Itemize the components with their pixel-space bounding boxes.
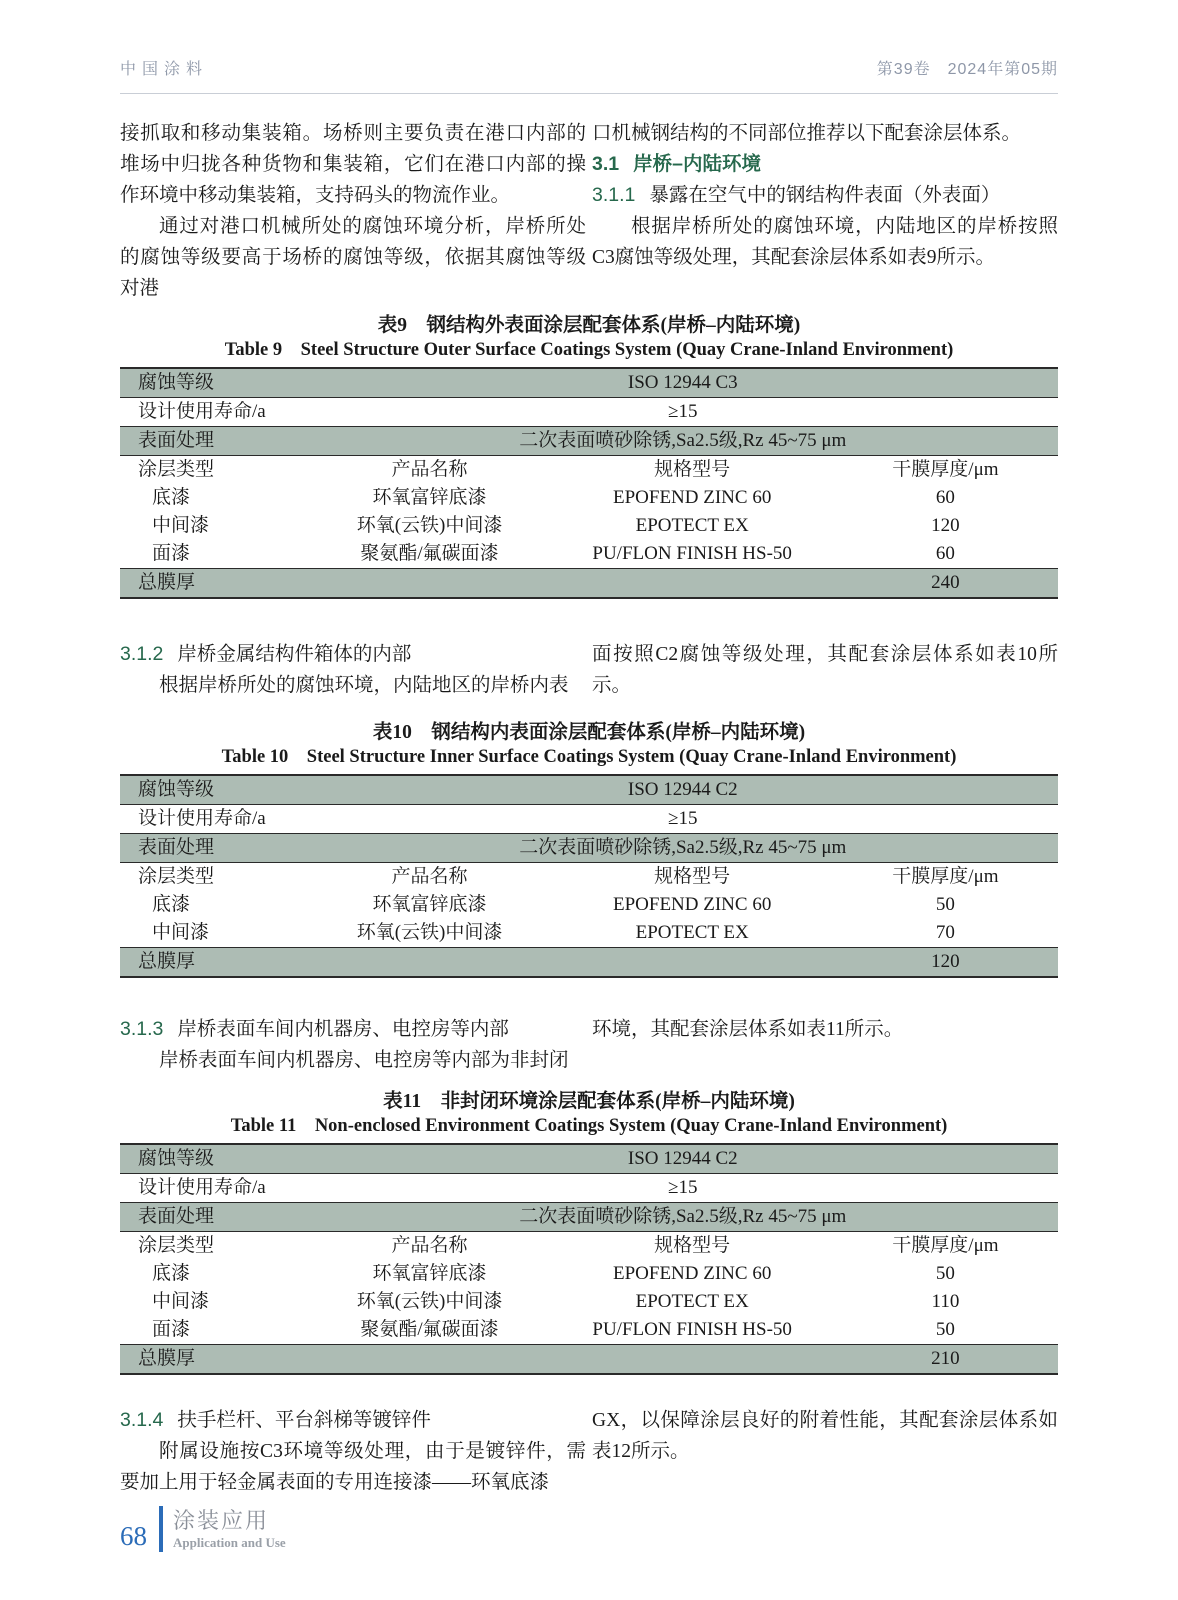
table-kv-row	[120, 1174, 1058, 1203]
intro-left-column	[120, 118, 586, 304]
coatings-table-10	[120, 774, 1058, 978]
section-heading-3-1-3	[120, 1014, 586, 1045]
section-left-column	[120, 639, 586, 701]
table-cell: EPOTECT EX	[635, 922, 749, 943]
table-cell: 二次表面喷砂除锈,Sa2.5级,Rz 45~75 μm	[308, 1203, 1058, 1232]
paragraph: 岸桥表面车间内机器房、电控房等内部为非封闭	[159, 1050, 569, 1071]
table-cell: 环氧富锌底漆	[372, 1263, 487, 1284]
coatings-table-9	[120, 367, 1058, 599]
section-left-column	[120, 1405, 586, 1498]
table-kv-row	[120, 1203, 1058, 1232]
section-right-column	[592, 1405, 1058, 1498]
table-cell: 60	[935, 487, 955, 508]
section-number: 3.1.3	[120, 1018, 164, 1040]
table-cell: 二次表面喷砂除锈,Sa2.5级,Rz 45~75 μm	[308, 427, 1058, 456]
table9-caption-en: Table 9 Steel Structure Outer Surface Coatings System (Quay Crane-Inland Environment)	[224, 340, 954, 360]
footer-column-labels	[173, 1508, 286, 1551]
table-cell: 规格型号	[654, 866, 731, 887]
footer-column-en: Application and Use	[173, 1534, 286, 1550]
table-kv-row	[120, 775, 1058, 805]
table-cell: 中间漆	[152, 1291, 210, 1312]
table-cell: 规格型号	[654, 1235, 731, 1256]
table-cell: EPOFEND ZINC 60	[612, 1263, 772, 1284]
table-kv-row	[120, 834, 1058, 863]
section-number: 3.1.4	[120, 1409, 164, 1431]
table-cell: 环氧富锌底漆	[372, 894, 487, 915]
paragraph: 通过对港口机械所处的腐蚀环境分析，岸桥所处的腐蚀等级要高于场桥的腐蚀等级，依据其腐蚀等级对港	[120, 216, 586, 299]
section-3-1-4-columns	[120, 1405, 1058, 1498]
table-cell: 产品名称	[391, 866, 468, 887]
table-cell: ISO 12944 C2	[308, 775, 1058, 805]
table10-caption-en: Table 10 Steel Structure Inner Surface Coatings System (Quay Crane-Inland Environment)	[221, 747, 957, 767]
table-cell: 干膜厚度/μm	[892, 459, 999, 480]
table-total-row	[120, 1345, 1058, 1375]
table-data-row	[120, 512, 1058, 540]
table-kv-row	[120, 427, 1058, 456]
table-data-row	[120, 1260, 1058, 1288]
table-cell: 110	[931, 1291, 960, 1312]
paragraph: 附属设施按C3环境等级处理，由于是镀锌件，需要加上用于轻金属表面的专用连接漆——环氧底漆	[120, 1441, 586, 1493]
table-kv-row	[120, 398, 1058, 427]
table-total-row	[120, 948, 1058, 978]
section-left-column	[120, 1014, 586, 1076]
section-heading-3-1-1	[592, 180, 1058, 211]
table-cell: 环氧(云铁)中间漆	[356, 1291, 503, 1312]
table-cell: 腐蚀等级	[120, 1144, 308, 1174]
table-cell: 聚氨酯/氟碳面漆	[360, 543, 499, 564]
table-kv-row	[120, 1144, 1058, 1174]
footer-divider-bar	[159, 1506, 163, 1552]
table9-block	[120, 314, 1058, 599]
intro-right-column	[592, 118, 1058, 304]
table-cell: 底漆	[152, 1263, 191, 1284]
table-cell: ISO 12944 C3	[308, 368, 1058, 398]
table11-caption-cn: 表11 非封闭环境涂层配套体系(岸桥–内陆环境)	[383, 1091, 795, 1112]
table-cell: 二次表面喷砂除锈,Sa2.5级,Rz 45~75 μm	[308, 834, 1058, 863]
table-cell	[308, 1345, 833, 1375]
table-cell: 70	[935, 922, 955, 943]
table11-caption-en: Table 11 Non-enclosed Environment Coatings System (Quay Crane-Inland Environment)	[230, 1116, 948, 1136]
table-cell: 环氧(云铁)中间漆	[356, 922, 503, 943]
table-cell: 环氧富锌底漆	[372, 487, 487, 508]
section-heading-3-1-4	[120, 1405, 586, 1436]
table-data-row	[120, 484, 1058, 512]
table-cell: 腐蚀等级	[120, 775, 308, 805]
section-heading-3-1	[592, 149, 1058, 180]
section-right-column	[592, 639, 1058, 701]
table-cell: PU/FLON FINISH HS-50	[592, 543, 792, 564]
table-cell: PU/FLON FINISH HS-50	[592, 1319, 792, 1340]
table-cell: EPOFEND ZINC 60	[612, 487, 772, 508]
table-cell: 涂层类型	[138, 459, 215, 480]
section-number: 3.1.2	[120, 643, 164, 665]
table-cell: 产品名称	[391, 1235, 468, 1256]
intro-columns	[120, 118, 1058, 304]
table-cell: 环氧(云铁)中间漆	[356, 515, 503, 536]
paragraph: 接抓取和移动集装箱。场桥则主要负责在港口内部的堆场中归拢各种货物和集装箱，它们在港口内部的操作环境中移动集装箱，支持码头的物流作业。	[120, 123, 586, 206]
section-number: 3.1.1	[592, 184, 636, 206]
table-total-row	[120, 569, 1058, 599]
table-cell: 表面处理	[120, 834, 308, 863]
table-cell: 中间漆	[152, 515, 210, 536]
table-cell: 总膜厚	[120, 948, 308, 978]
table9-caption-cn: 表9 钢结构外表面涂层配套体系(岸桥–内陆环境)	[377, 315, 801, 336]
table11-block	[120, 1090, 1058, 1375]
table10-block	[120, 721, 1058, 978]
page-header	[120, 0, 1058, 94]
section-right-column	[592, 1014, 1058, 1076]
page-number: 68	[120, 1521, 147, 1551]
table-kv-row	[120, 805, 1058, 834]
table-header-row	[120, 863, 1058, 892]
table-cell: 60	[935, 543, 955, 564]
table-header-row	[120, 1232, 1058, 1261]
table-cell: EPOFEND ZINC 60	[612, 894, 772, 915]
table-cell: ≥15	[668, 401, 698, 422]
table-cell: ISO 12944 C2	[308, 1144, 1058, 1174]
table-cell: 聚氨酯/氟碳面漆	[360, 1319, 499, 1340]
section-title: 岸桥金属结构件箱体的内部	[177, 644, 412, 665]
table-cell: 涂层类型	[138, 866, 215, 887]
table-cell: 总膜厚	[120, 1345, 308, 1375]
table-kv-row	[120, 368, 1058, 398]
table-cell: 50	[935, 1263, 955, 1284]
section-3-1-2-columns	[120, 639, 1058, 701]
table-cell	[308, 948, 833, 978]
section-heading-3-1-2	[120, 639, 586, 670]
section-3-1-3-columns	[120, 1014, 1058, 1076]
issue-info: 第39卷 2024年第05期	[876, 61, 1058, 78]
table-cell: 产品名称	[391, 459, 468, 480]
table-data-row	[120, 1316, 1058, 1345]
table-cell: 50	[935, 894, 955, 915]
table-cell: 面漆	[152, 1319, 191, 1340]
table-cell: 210	[833, 1345, 1058, 1375]
table-cell: 规格型号	[654, 459, 731, 480]
table-data-row	[120, 891, 1058, 919]
table-cell: 表面处理	[120, 427, 308, 456]
table-cell: ≥15	[668, 1177, 698, 1198]
section-title: 暴露在空气中的钢结构件表面（外表面）	[649, 185, 1001, 206]
table-cell: 干膜厚度/μm	[892, 866, 999, 887]
table-cell: 总膜厚	[120, 569, 308, 599]
section-number: 3.1	[592, 153, 620, 175]
coatings-table-11	[120, 1143, 1058, 1375]
table-cell: 腐蚀等级	[120, 368, 308, 398]
table-cell: 涂层类型	[138, 1235, 215, 1256]
table-cell: 底漆	[152, 487, 191, 508]
table-header-row	[120, 456, 1058, 485]
table-data-row	[120, 919, 1058, 948]
table-cell: 50	[935, 1319, 955, 1340]
table-cell: 240	[833, 569, 1058, 599]
paragraph: GX，以保障涂层良好的附着性能，其配套涂层体系如表12所示。	[592, 1410, 1058, 1462]
table-cell: 底漆	[152, 894, 191, 915]
table-cell: EPOTECT EX	[635, 515, 749, 536]
paragraph: 环境，其配套涂层体系如表11所示。	[592, 1019, 904, 1040]
paragraph: 面按照C2腐蚀等级处理，其配套涂层体系如表10所示。	[592, 644, 1058, 696]
table-data-row	[120, 1288, 1058, 1316]
section-title: 扶手栏杆、平台斜梯等镀锌件	[177, 1410, 431, 1431]
table-cell: 面漆	[152, 543, 191, 564]
table10-caption-cn: 表10 钢结构内表面涂层配套体系(岸桥–内陆环境)	[372, 722, 806, 743]
section-title: 岸桥–内陆环境	[633, 153, 761, 175]
table-data-row	[120, 540, 1058, 569]
table-cell: 中间漆	[152, 922, 210, 943]
paragraph: 根据岸桥所处的腐蚀环境，内陆地区的岸桥内表	[159, 675, 569, 696]
table-cell: 120	[833, 948, 1058, 978]
table-cell: EPOTECT EX	[635, 1291, 749, 1312]
table-cell: 表面处理	[120, 1203, 308, 1232]
table-cell: 干膜厚度/μm	[892, 1235, 999, 1256]
table-cell: 设计使用寿命/a	[138, 808, 266, 829]
table-cell	[308, 569, 833, 599]
footer-column-cn: 涂装应用	[173, 1507, 270, 1533]
journal-title: 中国涂料	[120, 61, 209, 78]
paragraph: 口机械钢结构的不同部位推荐以下配套涂层体系。	[592, 123, 1022, 144]
table-cell: ≥15	[668, 808, 698, 829]
section-title: 岸桥表面车间内机器房、电控房等内部	[177, 1019, 509, 1040]
table-cell: 设计使用寿命/a	[138, 1177, 266, 1198]
table-cell: 设计使用寿命/a	[138, 401, 266, 422]
table-cell: 120	[931, 515, 960, 536]
page-footer	[120, 1506, 286, 1552]
paragraph: 根据岸桥所处的腐蚀环境，内陆地区的岸桥按照C3腐蚀等级处理，其配套涂层体系如表9所示。	[592, 216, 1058, 268]
